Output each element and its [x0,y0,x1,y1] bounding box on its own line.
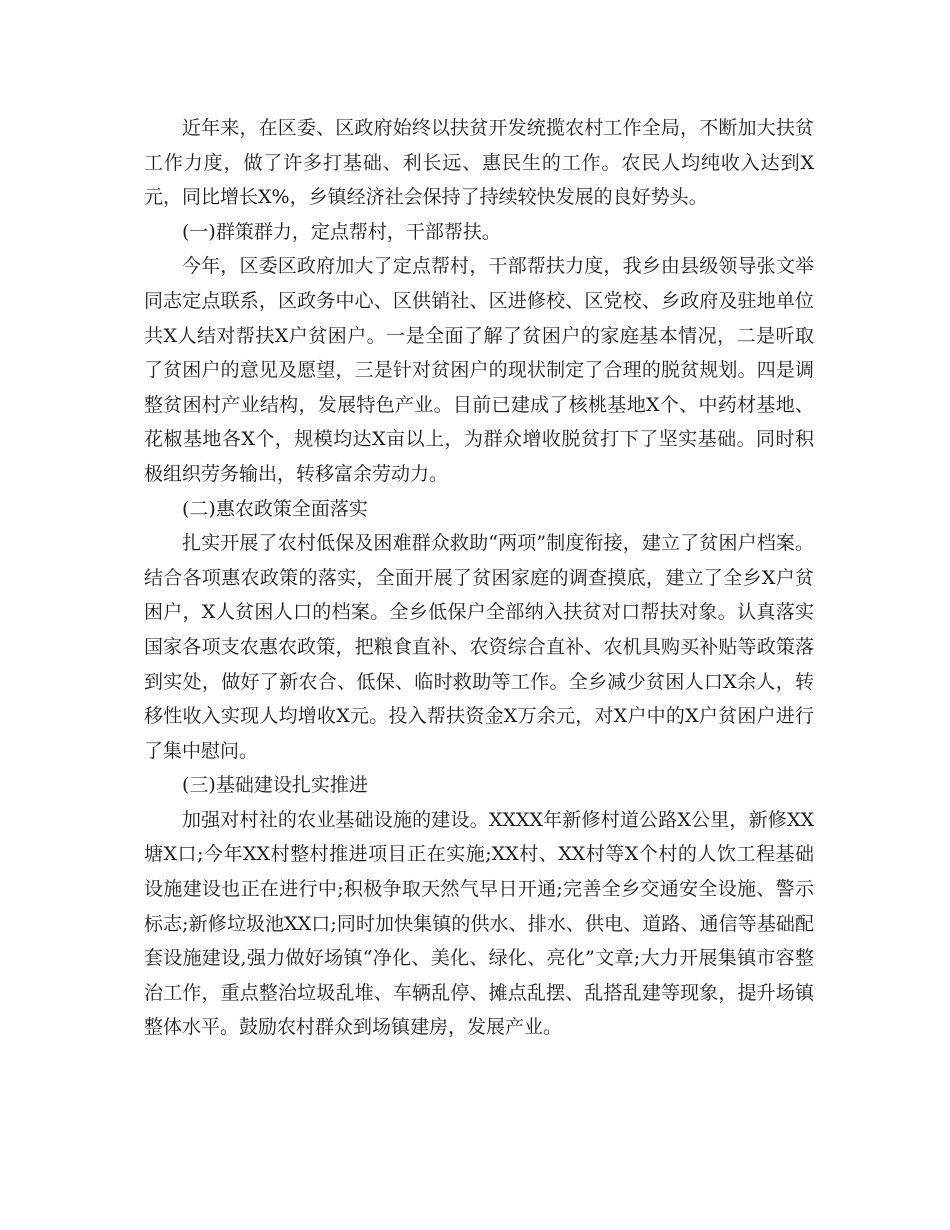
section-heading-1: (一)群策群力，定点帮村，干部帮扶。 [182,220,501,243]
section-body-1: 今年，区委区政府加大了定点帮村，干部帮扶力度，我乡由县级领导张文举同志定点联系，区政务中心、区供销社、区进修校、区党校、乡政府及驻地单位共X人结对帮扶X户贫困户。一是全面了解了贫困户的家庭基本情况，二是听取了贫困户的意见及愿望，三是针对贫困户的现状制定了合理的脱贫规划。四是调整贫困村产业结构，发展特色产业。目前已建成了核桃基地X个、中药材基地、花椒基地各X个，规模均达X亩以上，为群众增收脱贫打下了坚实基础。同时积极组织劳务输出，转移富余劳动力。 [144,255,814,485]
section-body-2: 扎实开展了农村低保及困难群众救助“两项”制度衔接，建立了贫困户档案。结合各项惠农政策的落实，全面开展了贫困家庭的调查摸底，建立了全乡X户贫困户，X人贫困人口的档案。全乡低保户全部纳入扶贫对口帮扶对象。认真落实国家各项支农惠农政策，把粮食直补、农资综合直补、农机具购买补贴等政策落到实处，做好了新农合、低保、临时救助等工作。全乡减少贫困人口X余人，转移性收入实现人均增收X元。投入帮扶资金X万余元，对X户中的X户贫困户进行了集中慰问。 [144,532,814,762]
section-heading-2: (二)惠农政策全面落实 [182,497,368,520]
document-body [144,111,814,1045]
intro-paragraph: 近年来，在区委、区政府始终以扶贫开发统揽农村工作全局，不断加大扶贫工作力度，做了许多打基础、利长远、惠民生的工作。农民人均纯收入达到X元，同比增长X%，乡镇经济社会保持了持续较快发展的良好势头。 [144,117,814,209]
section-heading-3: (三)基础建设扎实推进 [182,774,368,797]
section-body-3: 加强对村社的农业基础设施的建设。XXXX年新修村道公路X公里，新修XX塘X口;今年XX村整村推进项目正在实施;XX村、XX村等X个村的人饮工程基础设施建设也正在进行中;积极争取天然气早日开通;完善全乡交通安全设施、警示标志;新修垃圾池XX口;同时加快集镇的供水、排水、供电、道路、通信等基础配套设施建设,强力做好场镇“净化、美化、绿化、亮化”文章;大力开展集镇市容整治工作，重点整治垃圾乱堆、车辆乱停、摊点乱摆、乱搭乱建等现象，提升场镇整体水平。鼓励农村群众到场镇建房，发展产业。 [144,808,814,1039]
